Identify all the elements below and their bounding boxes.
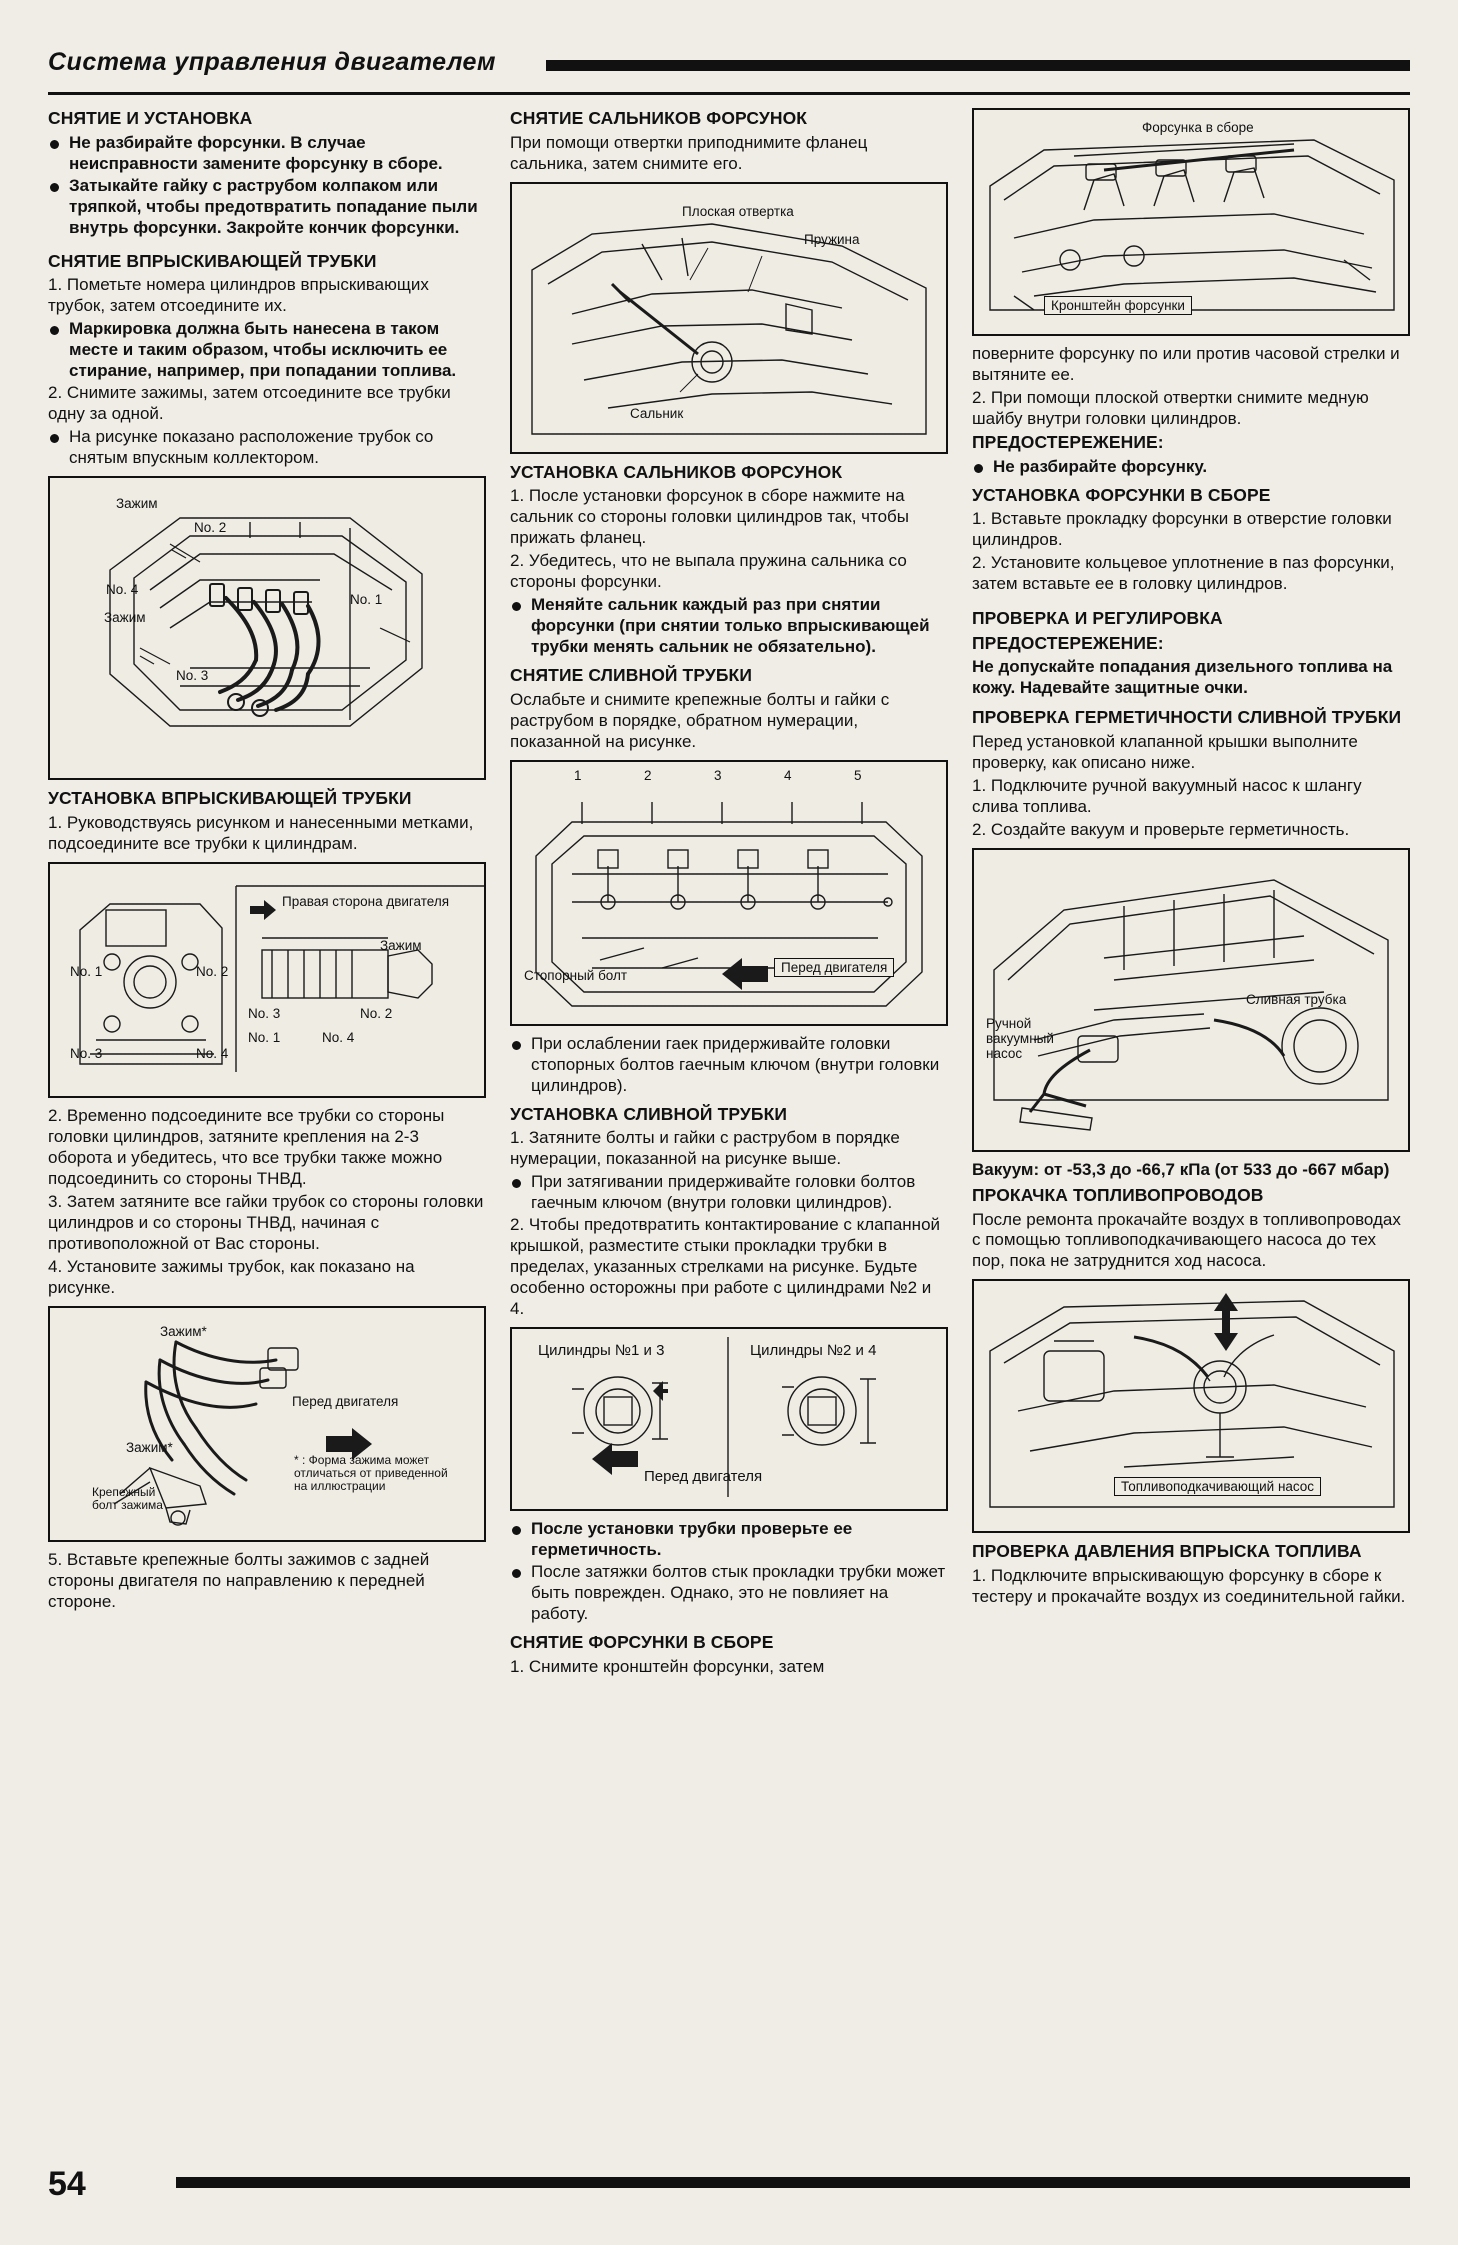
- step-text: 5. Вставьте крепежные болты зажимов с задней стороны двигателя по направлению к передней стороне.: [48, 1549, 430, 1611]
- figure-drain-pipe-order: [510, 760, 948, 1026]
- body-text: При помощи отвертки приподнимите фланец сальника, затем снимите его.: [510, 132, 868, 173]
- list-seal-note: [510, 595, 948, 658]
- step-text: 2. Чтобы предотвратить контактирование с клапанной крышкой, разместите стыки прокладки трубки в пределах, указанных стрелками на рисунке. Будьте особенно осторожны при работе с цилиндрами №2 и 4.: [510, 1215, 941, 1319]
- page-footer: [48, 2165, 1410, 2203]
- header-rule: [546, 60, 1410, 71]
- page-header: [48, 48, 1410, 88]
- figure-label-engine-front: Перед двигателя: [774, 958, 894, 977]
- figure-injection-pipes-layout: [48, 476, 486, 780]
- list-item: Не разбирайте форсунки. В случае неисправности замените форсунку в сборе.: [48, 133, 486, 175]
- step-text: 1. Затяните болты и гайки с раструбом в порядке нумерации, показанной на рисунке выше.: [510, 1128, 900, 1169]
- figure-label-clamp-bolt: Крепежный болт зажима: [92, 1484, 163, 1512]
- footer-rule: [176, 2177, 1410, 2188]
- heading-caution-2: ПРЕДОСТЕРЕЖЕНИЕ:: [972, 632, 1164, 653]
- figure-number-2: 2: [644, 767, 652, 783]
- list-item: Затыкайте гайку с раструбом колпаком или тряпкой, чтобы предотвратить попадание пыли внутрь форсунки. Закройте кончик форсунки.: [48, 176, 486, 239]
- figure-label-no1: No. 1: [70, 963, 103, 979]
- figure-label-front: Перед двигателя: [292, 1393, 399, 1409]
- header-underline: [48, 92, 1410, 95]
- caution-text: Не допускайте попадания дизельного топлива на кожу. Надевайте защитные очки.: [972, 657, 1393, 698]
- figure-label-seal: Сальник: [630, 405, 684, 421]
- figure-label-clamp-1: Зажим: [116, 496, 158, 512]
- step-text: 2. При помощи плоской отвертки снимите медную шайбу внутри головки цилиндров.: [972, 387, 1369, 428]
- list-item: При ослаблении гаек придерживайте головки стопорных болтов гаечным ключом (внутри головки цилиндров).: [510, 1034, 948, 1097]
- list-item: При затягивании придерживайте головки болтов гаечным ключом (внутри головки цилиндров).: [510, 1172, 948, 1214]
- heading-check-adjustment: ПРОВЕРКА И РЕГУЛИРОВКА: [972, 608, 1223, 629]
- step-text: 1. Снимите кронштейн форсунки, затем: [510, 1656, 825, 1676]
- list-drain-note: [510, 1034, 948, 1097]
- list-caution: [972, 457, 1410, 478]
- figure-label-clamp-1: Зажим*: [160, 1323, 207, 1339]
- figure-label-no4: No. 4: [106, 582, 139, 598]
- list-item: Маркировка должна быть нанесена в таком месте и таким образом, чтобы исключить ее стирание, например, при попадании топлива.: [48, 319, 486, 382]
- figure-label-engine-front: Перед двигателя: [644, 1468, 763, 1486]
- figure-label-no1-right: No. 1: [248, 1029, 281, 1045]
- column-1: [48, 108, 486, 1614]
- figure-gasket-joint-positions: [510, 1327, 948, 1511]
- figure-label-no4: No. 4: [196, 1045, 229, 1061]
- heading-drain-tightness-check: ПРОВЕРКА ГЕРМЕТИЧНОСТИ СЛИВНОЙ ТРУБКИ: [972, 707, 1402, 728]
- header-title: Система управления двигателем: [48, 48, 496, 76]
- figure-label-no2: No. 2: [194, 520, 227, 536]
- figure-pipe-numbering: [48, 862, 486, 1098]
- figure-label-clamp-2: Зажим: [104, 610, 146, 626]
- list-after-install-notes: [510, 1519, 948, 1625]
- heading-pipe-removal: СНЯТИЕ ВПРЫСКИВАЮЩЕЙ ТРУБКИ: [48, 250, 377, 271]
- figure-fuel-priming-pump: [972, 1279, 1410, 1533]
- body-text: Ослабьте и снимите крепежные болты и гайки с раструбом в порядке, обратном нумерации, показанной на рисунке.: [510, 689, 890, 751]
- figure-seal-removal: [510, 182, 948, 454]
- figure-label-spring: Пружина: [804, 231, 860, 247]
- list-removal-notes: [48, 133, 486, 239]
- step-text: 4. Установите зажимы трубок, как показано на рисунке.: [48, 1256, 415, 1297]
- figure-note-clamp-shape: * : Форма зажима может отличаться от приведенной на иллюстрации: [294, 1452, 448, 1494]
- figure-label-cyl-1-3: Цилиндры №1 и 3: [538, 1342, 665, 1360]
- list-item: Не разбирайте форсунку.: [972, 457, 1410, 478]
- figure-label-cyl-2-4: Цилиндры №2 и 4: [750, 1342, 877, 1360]
- body-text: После ремонта прокачайте воздух в топливопроводах с помощью топливоподкачивающего насоса до тех пор, пока не затруднится ход насоса.: [972, 1209, 1401, 1271]
- step-text: 2. Установите кольцевое уплотнение в паз форсунки, затем вставьте ее в головку цилиндров.: [972, 553, 1395, 594]
- figure-number-4: 4: [784, 767, 792, 783]
- step-text: 3. Затем затяните все гайки трубок со стороны головки цилиндров и со стороны ТНВД, начиная с противоположной от Вас стороны.: [48, 1191, 484, 1253]
- heading-pipe-installation: УСТАНОВКА ВПРЫСКИВАЮЩЕЙ ТРУБКИ: [48, 788, 412, 809]
- heading-seal-installation: УСТАНОВКА САЛЬНИКОВ ФОРСУНОК: [510, 461, 843, 482]
- list-item: Меняйте сальник каждый раз при снятии форсунки (при снятии только впрыскивающей трубки менять сальник не обязательно).: [510, 595, 948, 658]
- heading-caution: ПРЕДОСТЕРЕЖЕНИЕ:: [972, 431, 1164, 452]
- step-text: 1. Руководствуясь рисунком и нанесенными метками, подсоедините все трубки к цилиндрам.: [48, 812, 474, 853]
- list-manifold-note: [48, 427, 486, 469]
- figure-label-no3-right: No. 3: [248, 1005, 281, 1021]
- figure-label-vacuum-pump: Ручной вакуумный насос: [986, 1015, 1054, 1062]
- column-3: [972, 108, 1410, 1610]
- step-text: 2. Снимите зажимы, затем отсоедините все трубки одну за одной.: [48, 383, 451, 424]
- column-2: [510, 108, 948, 1680]
- figure-label-no3: No. 3: [176, 668, 209, 684]
- figure-label-injector-assembly: Форсунка в сборе: [1142, 120, 1254, 135]
- list-tighten-note: [510, 1172, 948, 1214]
- body-text: Перед установкой клапанной крышки выполните проверку, как описано ниже.: [972, 732, 1358, 773]
- list-item: На рисунке показано расположение трубок со снятым впускным коллектором.: [48, 427, 486, 469]
- step-text: 1. Подключите ручной вакуумный насос к шлангу слива топлива.: [972, 776, 1362, 816]
- figure-label-no3: No. 3: [70, 1045, 103, 1061]
- step-text: 1. После установки форсунок в сборе нажмите на сальник со стороны головки цилиндров так, чтобы прижать фланец.: [510, 486, 910, 548]
- step-text: 1. Подключите впрыскивающую форсунку в сборе к тестеру и прокачайте воздух из соединительной гайки.: [972, 1566, 1406, 1607]
- heading-injector-removal: СНЯТИЕ ФОРСУНКИ В СБОРЕ: [510, 1632, 774, 1653]
- figure-clamp-mounting: [48, 1306, 486, 1542]
- figure-label-no2: No. 2: [196, 963, 229, 979]
- figure-injector-assembly: [972, 108, 1410, 336]
- page-number: 54: [48, 2165, 86, 2203]
- figure-label-right-side: Правая сторона двигателя: [282, 893, 450, 909]
- figure-label-drain-pipe: Сливная трубка: [1246, 991, 1347, 1007]
- heading-drain-removal: СНЯТИЕ СЛИВНОЙ ТРУБКИ: [510, 665, 752, 686]
- figure-label-clamp-2: Зажим*: [126, 1439, 173, 1455]
- step-text: 1. Пометьте номера цилиндров впрыскивающих трубок, затем отсоедините их.: [48, 275, 429, 316]
- heading-injection-pressure-check: ПРОВЕРКА ДАВЛЕНИЯ ВПРЫСКА ТОПЛИВА: [972, 1541, 1362, 1562]
- figure-vacuum-pump-check: [972, 848, 1410, 1152]
- step-text: 1. Вставьте прокладку форсунки в отверстие головки цилиндров.: [972, 509, 1392, 550]
- figure-label-no4-right: No. 4: [322, 1029, 355, 1045]
- figure-number-1: 1: [574, 767, 582, 783]
- heading-injector-installation: УСТАНОВКА ФОРСУНКИ В СБОРЕ: [972, 484, 1271, 505]
- step-text: 2. Временно подсоедините все трубки со стороны головки цилиндров, затяните крепления на 2-3 оборота и убедитесь, что все трубки также можно подсоединить со стороны ТНВД.: [48, 1105, 445, 1188]
- figure-number-5: 5: [854, 767, 862, 783]
- figure-label-priming-pump: Топливоподкачивающий насос: [1114, 1477, 1321, 1496]
- body-text: поверните форсунку по или против часовой стрелки и вытяните ее.: [972, 344, 1400, 384]
- heading-fuel-line-bleed: ПРОКАЧКА ТОПЛИВОПРОВОДОВ: [972, 1184, 1264, 1205]
- vacuum-spec: Вакуум: от -53,3 до -66,7 кПа (от 533 до -667 мбар): [972, 1159, 1390, 1179]
- figure-number-3: 3: [714, 767, 722, 783]
- heading-drain-installation: УСТАНОВКА СЛИВНОЙ ТРУБКИ: [510, 1103, 788, 1124]
- figure-label-no1: No. 1: [350, 592, 383, 608]
- list-item: После затяжки болтов стык прокладки трубки может быть поврежден. Однако, это не повлияет на работу.: [510, 1562, 948, 1625]
- heading-removal-installation: СНЯТИЕ И УСТАНОВКА: [48, 108, 253, 128]
- figure-label-screwdriver: Плоская отвертка: [682, 203, 794, 219]
- figure-label-clamp: Зажим: [380, 937, 422, 953]
- step-text: 2. Убедитесь, что не выпала пружина сальника со стороны форсунки.: [510, 551, 907, 592]
- step-text: 2. Создайте вакуум и проверьте герметичность.: [972, 819, 1350, 839]
- figure-label-stopper-bolt: Стопорный болт: [524, 967, 628, 983]
- figure-label-injector-bracket: Кронштейн форсунки: [1044, 296, 1192, 315]
- list-item: После установки трубки проверьте ее герметичность.: [510, 1519, 948, 1561]
- figure-label-no2-right: No. 2: [360, 1005, 393, 1021]
- heading-seal-removal: СНЯТИЕ САЛЬНИКОВ ФОРСУНОК: [510, 108, 808, 128]
- list-marking-note: [48, 319, 486, 382]
